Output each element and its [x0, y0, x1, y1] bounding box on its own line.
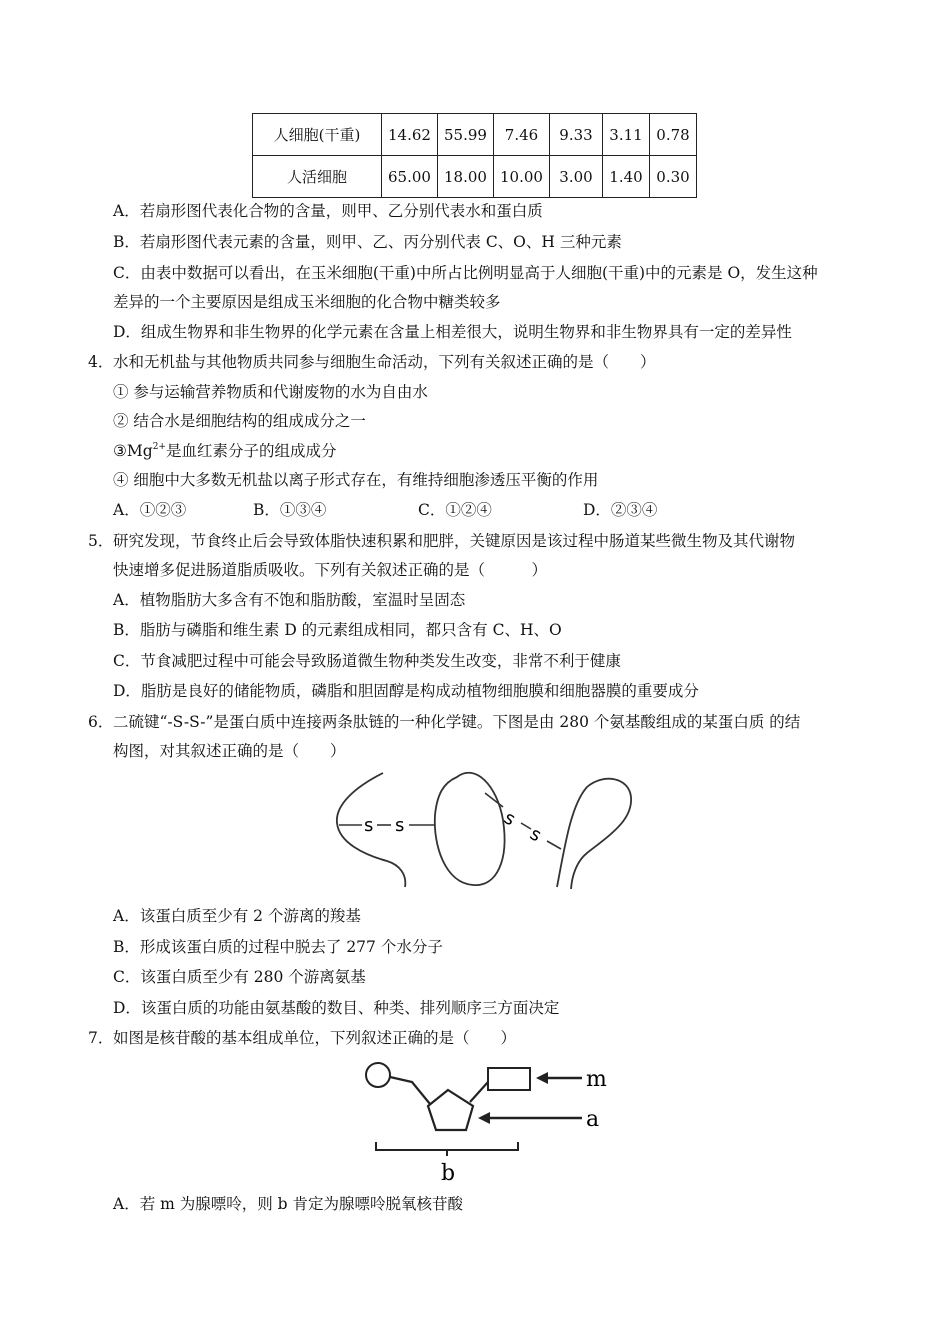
q4-option-a: A．①②③ [113, 501, 187, 519]
q6-option-d: D．该蛋白质的功能由氨基酸的数目、种类、排列顺序三方面决定 [113, 999, 560, 1017]
table-cell: 14.62 [382, 114, 438, 156]
disulfide-s-label: s [500, 807, 519, 831]
q3-option-c-continued: 差异的一个主要原因是组成玉米细胞的化合物中糖类较多 [113, 293, 501, 311]
table-cell: 18.00 [438, 156, 494, 198]
q3-option-d: D．组成生物界和非生物界的化学元素在含量上相差很大，说明生物界和非生物界具有一定的差异性 [113, 323, 792, 341]
q7-stem: 如图是核苷酸的基本组成单位，下列叙述正确的是（ ） [113, 1029, 517, 1047]
table-cell: 人活细胞 [253, 156, 382, 198]
base-rectangle [488, 1068, 530, 1090]
table-cell: 65.00 [382, 156, 438, 198]
q4-number: 4． [88, 353, 114, 371]
q4-statement-4: ④ 细胞中大多数无机盐以离子形式存在，有维持细胞渗透压平衡的作用 [113, 471, 599, 489]
q4-statement-3 [113, 441, 337, 461]
q5-option-d: D．脂肪是良好的储能物质，磷脂和胆固醇是构成动植物细胞膜和细胞器膜的重要成分 [113, 682, 699, 700]
q4-statement-3-pre: ③Mg [113, 442, 153, 460]
q6-stem-continued: 构图，对其叙述正确的是（ ） [113, 742, 346, 760]
q5-option-a: A．植物脂肪大多含有不饱和脂肪酸，室温时呈固态 [113, 591, 466, 609]
q6-option-c: C．该蛋白质至少有 280 个游离氨基 [113, 968, 366, 986]
q4-stem: 水和无机盐与其他物质共同参与细胞生命活动，下列有关叙述正确的是（ ） [113, 353, 656, 371]
protein-disulfide-diagram [325, 765, 645, 895]
q5-stem: 研究发现，节食终止后会导致体脂快速积累和肥胖，关键原因是该过程中肠道某些微生物及其代谢物 [113, 532, 796, 550]
q6-stem: 二硫键“-S-S-”是蛋白质中连接两条肽链的一种化学键。下图是由 280 个氨基酸组成的某蛋白质 的结 [113, 713, 801, 731]
q5-number: 5． [88, 532, 114, 550]
table-cell: 0.78 [650, 114, 697, 156]
disulfide-s-label: s [364, 815, 374, 836]
label-m: m [586, 1067, 607, 1092]
q3-option-b: B．若扇形图代表元素的含量，则甲、乙、丙分别代表 C、O、H 三种元素 [113, 233, 622, 251]
q4-option-b: B．①③④ [253, 501, 327, 519]
element-content-table [252, 113, 697, 198]
label-b: b [441, 1161, 456, 1186]
table-cell: 7.46 [494, 114, 550, 156]
table-row [253, 114, 697, 156]
q5-option-c: C．节食减肥过程中可能会导致肠道微生物种类发生改变，非常不利于健康 [113, 652, 621, 670]
disulfide-s-label: s [395, 815, 405, 836]
q5-stem-continued: 快速增多促进肠道脂质吸收。下列有关叙述正确的是（ ） [113, 561, 548, 579]
q3-option-c: C．由表中数据可以看出，在玉米细胞(干重)中所占比例明显高于人细胞(干重)中的元素是 O，发生这种 [113, 264, 818, 282]
table-cell: 0.30 [650, 156, 697, 198]
nucleotide-diagram [360, 1058, 620, 1188]
table-cell: 人细胞(干重) [253, 114, 382, 156]
q4-option-c: C．①②④ [418, 501, 492, 519]
phosphate-circle [366, 1063, 390, 1087]
q4-statement-3-sup: 2+ [152, 442, 166, 452]
table-row [253, 156, 697, 198]
q6-option-b: B．形成该蛋白质的过程中脱去了 277 个水分子 [113, 938, 443, 956]
pentose-pentagon [428, 1090, 473, 1130]
table-cell: 9.33 [550, 114, 603, 156]
table-cell: 55.99 [438, 114, 494, 156]
q4-option-d: D．②③④ [583, 501, 658, 519]
table-cell: 10.00 [494, 156, 550, 198]
q4-statement-2: ② 结合水是细胞结构的组成成分之一 [113, 412, 366, 430]
disulfide-s-label: s [526, 823, 545, 847]
q5-option-b: B．脂肪与磷脂和维生素 D 的元素组成相同，都只含有 C、H、O [113, 621, 562, 639]
table-cell: 1.40 [603, 156, 650, 198]
q7-number: 7． [88, 1029, 114, 1047]
label-a: a [586, 1107, 600, 1132]
table-cell: 3.11 [603, 114, 650, 156]
q6-number: 6． [88, 713, 114, 731]
q7-option-a: A．若 m 为腺嘌呤，则 b 肯定为腺嘌呤脱氧核苷酸 [113, 1195, 464, 1213]
q4-statement-3-post: 是血红素分子的组成成分 [165, 442, 337, 460]
q6-option-a: A．该蛋白质至少有 2 个游离的羧基 [113, 907, 361, 925]
q3-option-a: A．若扇形图代表化合物的含量，则甲、乙分别代表水和蛋白质 [113, 202, 543, 220]
table-cell: 3.00 [550, 156, 603, 198]
q4-statement-1: ① 参与运输营养物质和代谢废物的水为自由水 [113, 383, 428, 401]
